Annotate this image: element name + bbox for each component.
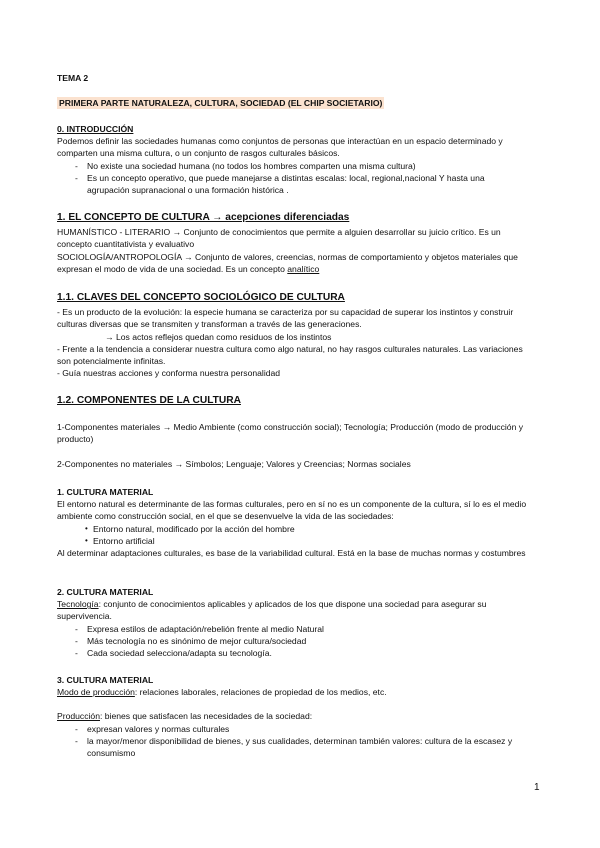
paragraph: Al determinar adaptaciones culturales, es base de la variabilidad cultural. Está en la base de muchas normas y costumbres [57,548,526,559]
material-culture-1 [57,486,527,559]
paragraph: Producción: bienes que satisfacen las necesidades de la sociedad: [57,711,313,722]
list-item: - No existe una sociedad humana (no todos los hombres comparten una misma cultura) [75,160,416,171]
list-item: - la mayor/menor disponibilidad de bienes, y sus cualidades, determinan también valores: cultura de la escasez y consumismo [75,735,513,759]
paragraph: El entorno natural es determinante de las formas culturales, pero en sí no es un componente de la cultura, sí lo es el medio ambiente como construcción social, en el que se desenvuelve la vida de las sociedades: [57,499,527,522]
non-material-components: 2-Componentes no materiales → Símbolos; Lenguaje; Valores y Creencias; Normas sociales [57,458,411,469]
paragraph-sub: → Los actos reflejos quedan como residuos de los instintos [105,331,332,342]
subsection-heading: 1. CULTURA MATERIAL [57,487,154,497]
subsection-heading: 3. CULTURA MATERIAL [57,675,154,685]
material-components: 1-Componentes materiales → Medio Ambiente (como construcción social); Tecnología; Producción (modo de producción y producto) [57,422,524,445]
part-heading-text: PRIMERA PARTE NATURALEZA, CULTURA, SOCIEDAD (EL CHIP SOCIETARIO) [59,98,383,108]
key-concepts-section [57,292,527,379]
list-item: - Expresa estilos de adaptación/rebelión frente al medio Natural [75,623,324,634]
components-section [57,395,527,470]
list-item: • Entorno artificial [85,535,155,546]
culture-concept-section [57,212,527,275]
intro-section [57,123,527,196]
material-culture-3 [57,674,527,759]
list-item: - Es un concepto operativo, que puede manejarse a distintas escalas: local, regional,nacional Y hasta una agrupación supranacional o una formación histórica . [75,172,485,196]
humanistic-definition: HUMANÍSTICO - LITERARIO → Conjunto de conocimientos que permite a alguien desarrollar su juicio crítico. Es un concepto cuantitativista y evaluativo [57,227,501,250]
material-culture-2 [57,586,527,659]
document-title: TEMA 2 [57,73,89,83]
paragraph: - Es un producto de la evolución: la especie humana se caracteriza por su capacidad de superar los instintos y construir culturas diversas que se transmiten y transforman a través de las generaciones. [57,307,514,330]
page-number: 1 [534,782,540,793]
list-item: - Más tecnología no es sinónimo de mejor cultura/sociedad [75,635,307,646]
list-item: - Cada sociedad selecciona/adapta su tecnología. [75,648,272,659]
paragraph: Modo de producción: relaciones laborales, relaciones de propiedad de los medios, etc. [57,687,387,698]
subsection-heading: 2. CULTURA MATERIAL [57,587,154,597]
list-item: • Entorno natural, modificado por la acción del hombre [85,523,295,534]
part-heading [57,97,527,109]
paragraph: Tecnología: conjunto de conocimientos aplicables y aplicados de los que dispone una sociedad para asegurar su supervivencia. [57,599,487,622]
section-heading: 1. EL CONCEPTO DE CULTURA → acepciones diferenciadas [57,212,350,223]
paragraph: - Guía nuestras acciones y conforma nuestra personalidad [57,368,281,379]
intro-heading: 0. INTRODUCCIÓN [57,124,134,134]
section-heading: 1.1. CLAVES DEL CONCEPTO SOCIOLÓGICO DE CULTURA [57,292,345,303]
list-item: - expresan valores y normas culturales [75,723,230,734]
section-heading: 1.2. COMPONENTES DE LA CULTURA [57,395,241,406]
sociological-definition: SOCIOLOGÍA/ANTROPOLOGÍA → Conjunto de valores, creencias, normas de comportamiento y objetos materiales que expresan el modo de vida de una sociedad. Es un concepto analítico [57,251,518,274]
paragraph: - Frente a la tendencia a considerar nuestra cultura como algo natural, no hay rasgos culturales naturales. Las variaciones son potencialmente infinitas. [57,343,523,367]
intro-text: Podemos definir las sociedades humanas como conjuntos de personas que interactúan en un espacio determinado y comparten una misma cultura, o un conjunto de rasgos culturales básicos. [57,136,503,159]
